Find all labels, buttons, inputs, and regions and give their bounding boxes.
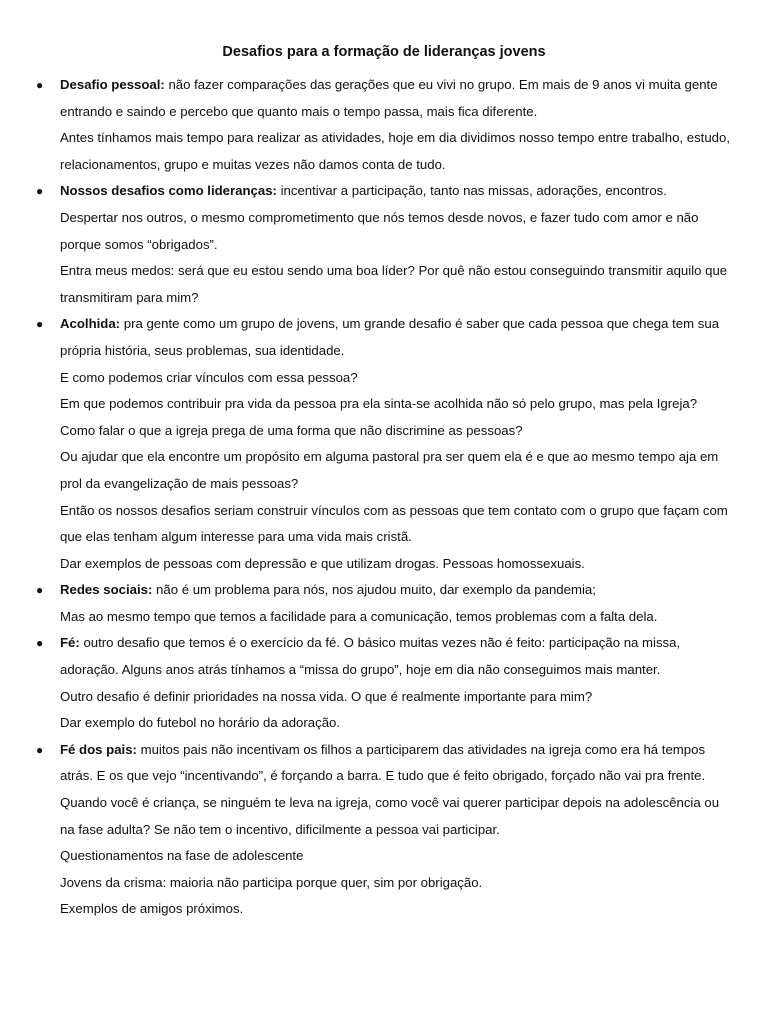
list-item-fe-dos-pais (36, 737, 736, 923)
item-text: não fazer comparações das gerações que eu vivi no grupo. Em mais de 9 anos vi muita gente entrando e saindo e percebo que quanto mais o tempo passa, mais fica diferente. (60, 77, 718, 119)
list-item-desafio-pessoal (36, 72, 736, 178)
list-item-fe (36, 630, 736, 736)
paragraph (60, 630, 736, 683)
paragraph: Antes tínhamos mais tempo para realizar as atividades, hoje em dia dividimos nosso tempo entre trabalho, estudo, relacionamentos, grupo e muitas vezes não damos conta de tudo. (60, 130, 730, 172)
paragraph: Dar exemplo do futebol no horário da adoração. (60, 715, 341, 731)
paragraph: Em que podemos contribuir pra vida da pessoa pra ela sinta-se acolhida não só pelo grupo, mas pela Igreja? (60, 396, 698, 412)
item-keyword: Fé: (60, 635, 80, 651)
bullet-icon: ● (36, 184, 44, 199)
paragraph (60, 178, 736, 205)
paragraph (60, 311, 736, 364)
paragraph: Exemplos de amigos próximos. (60, 901, 244, 917)
list-item-desafios-liderancas (36, 178, 736, 311)
bullet-icon: ● (36, 583, 44, 598)
paragraph: Entra meus medos: será que eu estou sendo uma boa líder? Por quê não estou conseguindo transmitir aquilo que transmitiram para mim? (60, 263, 728, 305)
paragraph: Outro desafio é definir prioridades na nossa vida. O que é realmente importante para mim? (60, 688, 593, 704)
bullet-icon: ● (36, 317, 44, 332)
item-keyword: Redes sociais: (60, 582, 153, 598)
item-keyword: Nossos desafios como lideranças: (60, 183, 277, 199)
paragraph: Quando você é criança, se ninguém te leva na igreja, como você vai querer participar depois na adolescência ou na fase adulta? Se não tem o incentivo, dificilmente a pessoa vai participar. (60, 795, 720, 837)
bullet-icon: ● (36, 742, 44, 757)
bullet-list (36, 72, 736, 923)
item-text: pra gente como um grupo de jovens, um grande desafio é saber que cada pessoa que chega tem sua própria história, seus problemas, sua identidade. (60, 316, 720, 358)
paragraph: Como falar o que a igreja prega de uma forma que não discrimine as pessoas? (60, 422, 523, 438)
page-title: Desafios para a formação de lideranças jovens (222, 44, 546, 60)
paragraph: Despertar nos outros, o mesmo comprometimento que nós temos desde novos, e fazer tudo com amor e não porque somos “obrigados”. (60, 209, 699, 252)
item-keyword: Acolhida: (60, 316, 121, 332)
bullet-icon: ● (36, 636, 44, 651)
paragraph: Questionamentos na fase de adolescente (60, 848, 304, 864)
paragraph (60, 577, 736, 604)
paragraph: Jovens da crisma: maioria não participa porque quer, sim por obrigação. (60, 874, 483, 890)
paragraph (60, 72, 736, 125)
list-item-acolhida (36, 311, 736, 577)
bullet-icon: ● (36, 78, 44, 92)
item-keyword: Desafio pessoal: (60, 77, 165, 92)
item-text: incentivar a participação, tanto nas missas, adorações, encontros. (276, 183, 667, 199)
item-keyword: Fé dos pais: (60, 741, 137, 757)
item-text: não é um problema para nós, nos ajudou muito, dar exemplo da pandemia; (152, 582, 596, 598)
paragraph: Dar exemplos de pessoas com depressão e que utilizam drogas. Pessoas homossexuais. (60, 555, 585, 571)
item-text: outro desafio que temos é o exercício da fé. O básico muitas vezes não é feito: participação na missa, adoração. Alguns anos atrás tínhamos a “missa do grupo”, hoje em dia não conseguimos mais manter. (60, 635, 681, 678)
list-item-redes-sociais (36, 577, 736, 630)
paragraph: Ou ajudar que ela encontre um propósito em alguma pastoral pra ser quem ela é e que ao mesmo tempo aja em prol da evangelização de mais pessoas? (60, 449, 719, 491)
paragraph: E como podemos criar vínculos com essa pessoa? (60, 369, 358, 385)
paragraph (60, 737, 736, 790)
item-text: muitos pais não incentivam os filhos a participarem das atividades na igreja como era há tempos atrás. E os que vejo “incentivando”, é forçando a barra. E tudo que é feito obrigado, forçado não vai pra frente. (60, 741, 706, 784)
paragraph: Então os nossos desafios seriam construir vínculos com as pessoas que tem contato com o grupo que façam com que elas tenham algum interesse para uma vida mais cristã. (60, 502, 728, 545)
paragraph: Mas ao mesmo tempo que temos a facilidade para a comunicação, temos problemas com a falta dela. (60, 608, 658, 624)
